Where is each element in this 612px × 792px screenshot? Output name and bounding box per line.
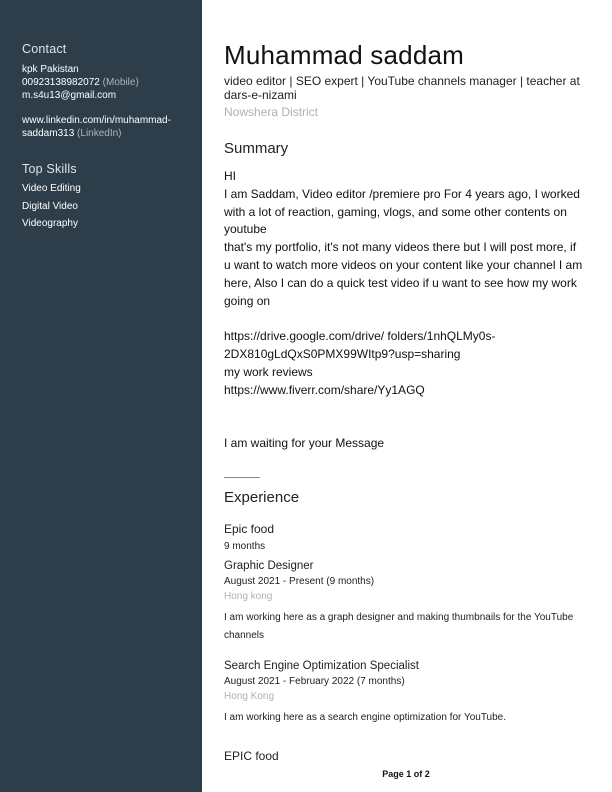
contact-phone-line — [22, 76, 139, 89]
summary-line — [224, 399, 586, 417]
skill-item: Videography — [22, 218, 78, 229]
contact-linkedin-line2[interactable] — [22, 127, 122, 140]
page-number: Page 1 of 2 — [382, 769, 430, 779]
company-name: EPIC food — [224, 749, 279, 763]
profile-name: Muhammad saddam — [224, 40, 464, 70]
skills-heading: Top Skills — [22, 162, 77, 176]
contact-phone: 00923138982072 — [22, 77, 100, 88]
role-location: Hong kong — [224, 591, 273, 602]
experience-heading: Experience — [224, 489, 300, 506]
skill-item: Video Editing — [22, 183, 81, 194]
sidebar — [0, 0, 202, 792]
role-title: Graphic Designer — [224, 560, 314, 572]
role-title: Search Engine Optimization Specialist — [224, 660, 419, 672]
contact-linkedin-url[interactable]: www.linkedin.com/in/muhammad- — [22, 115, 171, 126]
profile-headline: video editor | SEO expert | YouTube channels manager | teacher at dars-e-nizami — [224, 74, 580, 102]
profile-location: Nowshera District — [224, 105, 319, 119]
contact-location: kpk Pakistan — [22, 64, 79, 75]
summary-line: HI — [224, 169, 236, 183]
contact-linkedin-type: (LinkedIn) — [77, 128, 122, 139]
summary-body — [224, 168, 586, 453]
summary-heading: Summary — [224, 140, 289, 157]
role-description: I am working here as a graph designer and making thumbnails for the YouTube channels — [224, 612, 574, 641]
summary-line: I am Saddam, Video editor /premiere pro For 4 years ago, I worked with a lot of reaction, gaming, vlogs, and some other contents on youtube — [224, 186, 580, 237]
role-dates: August 2021 - February 2022 (7 months) — [224, 676, 405, 687]
contact-heading: Contact — [22, 42, 67, 56]
section-divider — [224, 477, 260, 478]
contact-linkedin-handle[interactable]: saddam313 — [22, 128, 75, 139]
role-dates: August 2021 - Present (9 months) — [224, 576, 375, 587]
summary-line — [224, 310, 586, 328]
summary-line: that's my portfolio, it's not many videos there but I will post more, if u want to watch more videos on your content like your channel I am here, Also I can do a quick test video if u want to see how my work going on — [224, 240, 583, 308]
summary-line: my work reviews — [224, 364, 313, 379]
company-duration: 9 months — [224, 541, 266, 552]
company-name: Epic food — [224, 522, 275, 536]
skill-item: Digital Video — [22, 201, 78, 212]
contact-email[interactable]: m.s4u13@gmail.com — [22, 90, 117, 101]
summary-line — [224, 417, 586, 435]
page-footer — [0, 769, 612, 779]
contact-phone-type: (Mobile) — [102, 77, 139, 88]
main-content — [224, 0, 596, 792]
summary-drive-link[interactable]: https://drive.google.com/drive/ folders/1nhQLMy0s-2DX810gLdQxS0PMX99WItp9?usp=sharing — [224, 329, 496, 361]
summary-line: I am waiting for your Message — [224, 435, 385, 450]
role-location: Hong Kong — [224, 691, 275, 702]
summary-fiverr-link[interactable]: https://www.fiverr.com/share/Yy1AGQ — [224, 382, 425, 397]
role-description: I am working here as a search engine optimization for YouTube. — [224, 712, 507, 723]
